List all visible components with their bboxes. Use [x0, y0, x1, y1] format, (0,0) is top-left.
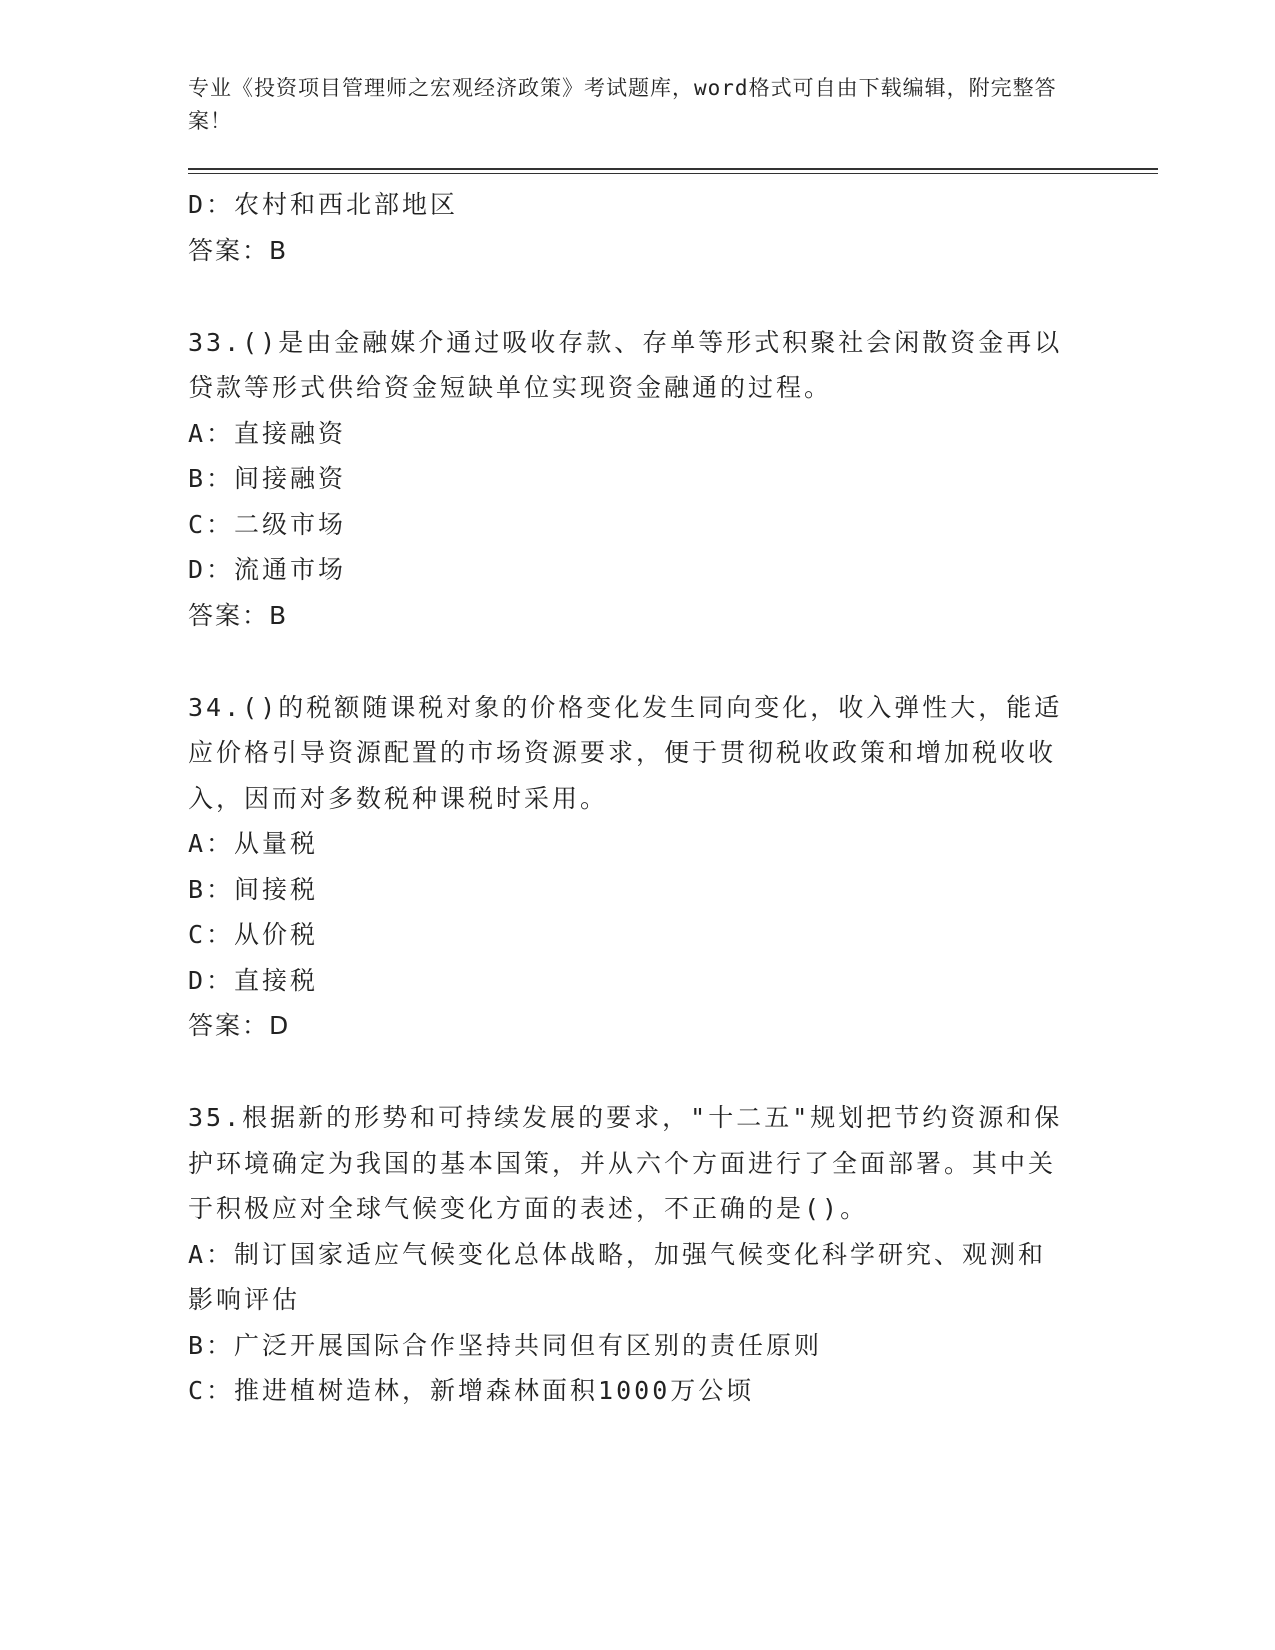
- option-c: C：二级市场: [188, 509, 347, 539]
- option-a: A：直接融资: [188, 418, 347, 448]
- option-c: C：推进植树造林，新增森林面积1000万公顷: [188, 1376, 755, 1405]
- header-divider: [188, 168, 1158, 174]
- question-34: [188, 685, 1078, 1050]
- page-header: 专业《投资项目管理师之宏观经济政策》考试题库，word格式可自由下载编辑，附完整答案！: [188, 76, 1057, 133]
- option-b: B：广泛开展国际合作坚持共同但有区别的责任原则: [188, 1330, 823, 1360]
- document-page: [188, 72, 1158, 1414]
- option-a: A：从量税: [188, 829, 319, 858]
- option-d: D：直接税: [188, 965, 319, 995]
- question-35: [188, 1095, 1078, 1414]
- document-body: [188, 182, 1078, 1414]
- option-a: A：制订国家适应气候变化总体战略，加强气候变化科学研究、观测和影响评估: [188, 1239, 1047, 1314]
- answer-fragment: 答案：B: [188, 235, 289, 265]
- option-d-fragment: D：农村和西北部地区: [188, 190, 459, 219]
- answer: 答案：D: [188, 1011, 291, 1040]
- option-d: D：流通市场: [188, 555, 347, 584]
- option-c: C：从价税: [188, 920, 319, 949]
- option-b: B：间接融资: [188, 464, 347, 493]
- question-text: 35.根据新的形势和可持续发展的要求，"十二五"规划把节约资源和保护环境确定为我国的基本国策，并从六个方面进行了全面部署。其中关于积极应对全球气候变化方面的表述，不正确的是()。: [188, 1103, 1063, 1223]
- question-text: 34.()的税额随课税对象的价格变化发生同向变化，收入弹性大，能适应价格引导资源配置的市场资源要求，便于贯彻税收政策和增加税收收入，因而对多数税种课税时采用。: [188, 692, 1063, 813]
- option-b: B：间接税: [188, 874, 319, 904]
- question-text: 33.()是由金融媒介通过吸收存款、存单等形式积聚社会闲散资金再以贷款等形式供给资金短缺单位实现资金融通的过程。: [188, 327, 1063, 402]
- question-33: [188, 320, 1078, 639]
- answer: 答案：B: [188, 600, 289, 630]
